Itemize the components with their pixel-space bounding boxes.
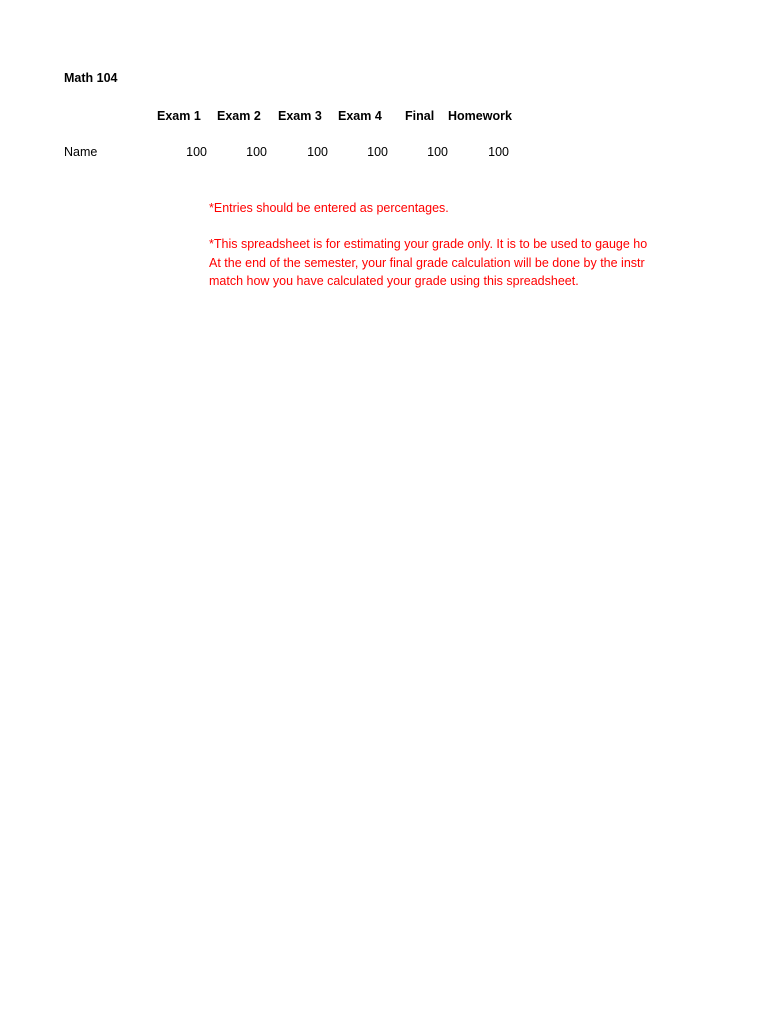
header-final: Final bbox=[405, 109, 435, 123]
cell-exam-1[interactable]: 100 bbox=[186, 145, 207, 159]
note-estimate-line-3: match how you have calculated your grade using this spreadsheet. bbox=[209, 274, 579, 288]
sheet-title: Math 104 bbox=[64, 71, 118, 85]
header-exam-1: Exam 1 bbox=[157, 109, 201, 123]
header-exam-2: Exam 2 bbox=[217, 109, 261, 123]
cell-exam-4[interactable]: 100 bbox=[367, 145, 388, 159]
header-homework: Homework bbox=[448, 109, 512, 123]
cell-homework[interactable]: 100 bbox=[488, 145, 509, 159]
cell-final[interactable]: 100 bbox=[427, 145, 448, 159]
row-label-name[interactable]: Name bbox=[64, 145, 98, 159]
header-exam-3: Exam 3 bbox=[278, 109, 322, 123]
note-estimate-line-1: *This spreadsheet is for estimating your grade only. It is to be used to gauge ho bbox=[209, 237, 648, 251]
note-entries: *Entries should be entered as percentages. bbox=[209, 201, 449, 215]
header-exam-4: Exam 4 bbox=[338, 109, 382, 123]
cell-exam-2[interactable]: 100 bbox=[246, 145, 267, 159]
note-estimate-line-2: At the end of the semester, your final grade calculation will be done by the instr bbox=[209, 256, 645, 270]
cell-exam-3[interactable]: 100 bbox=[307, 145, 328, 159]
